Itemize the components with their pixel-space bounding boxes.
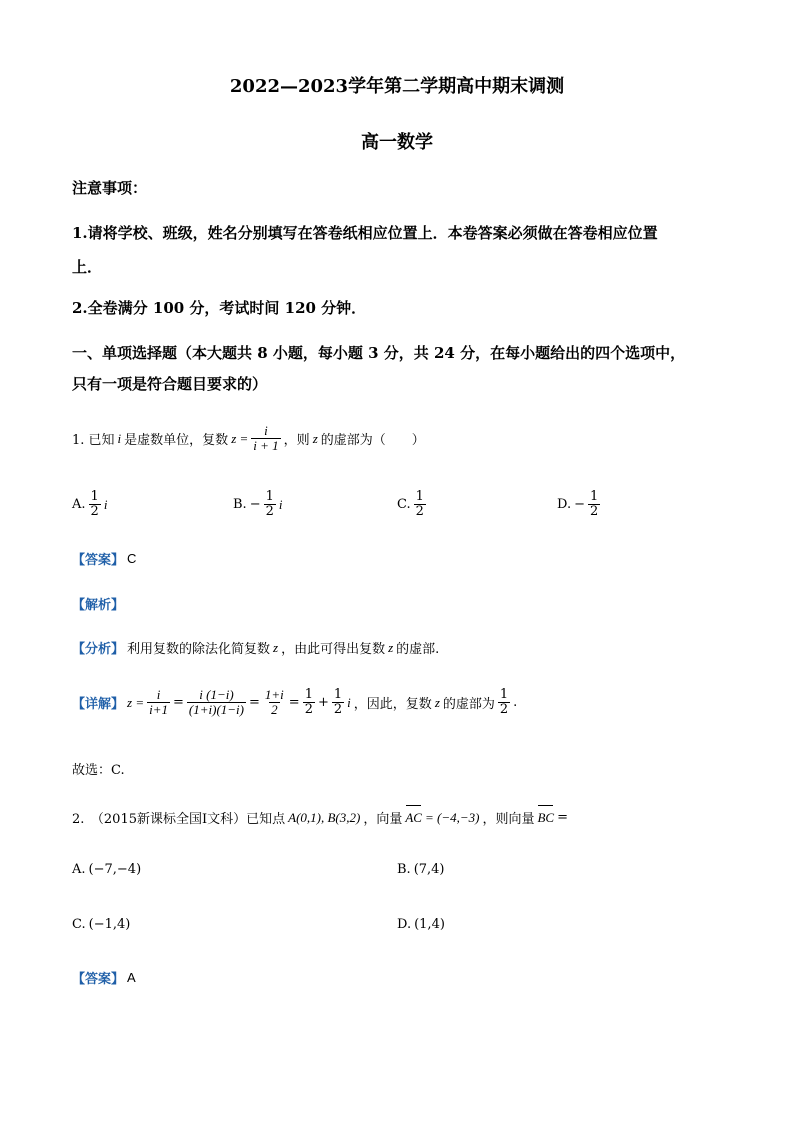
option-value: (1,4) [414,917,445,932]
q1-option-a [72,490,107,520]
answer-value: C [127,551,137,566]
detail-eq: = [173,695,184,711]
frac-den: 2 [304,702,313,718]
q2-eq2: = [557,810,568,825]
q2-option-b [397,862,445,877]
q1-fenxi [72,638,439,657]
option-tail: i [278,496,283,512]
frac-num: i (1−i) [199,687,234,702]
detail-fraction [498,688,510,718]
q2-option-d [397,917,445,932]
frac-num: 1 [304,687,313,702]
option-value: (−7,−4) [88,862,142,877]
q1-suffix-a: ，则 [283,433,310,449]
option-fraction [414,490,426,520]
answer-tag: 【答案】 [72,972,125,987]
fenxi-tag: 【分析】 [72,642,125,657]
q2-option-c [72,917,130,932]
detail-fraction [332,688,344,718]
q1-conclusion: 故选：C. [72,763,125,778]
fenxi-text: 利用复数的除法化简复数 [127,642,271,657]
vector-arrow [406,805,421,809]
detail-z: z [434,694,440,710]
q1-fraction [251,424,280,454]
option-label: C. [72,917,86,932]
option-label: C. [397,497,411,513]
answer-value: A [127,970,136,985]
q1-mid: 是虚数单位，复数 [124,433,229,449]
option-tail: i [103,496,108,512]
option-label: A. [72,497,86,513]
option-value: (−1,4) [88,917,131,932]
q1-z: z [312,430,318,446]
subject-title: 高一数学 [361,132,433,153]
frac-den: 2 [590,504,599,520]
vector-label: BC [537,809,555,825]
detail-eq: = [249,695,260,711]
question-1-stem [72,424,425,454]
q1-prefix: 1. 已知 [72,433,115,449]
option-label: B. [233,497,247,513]
frac-den: (1+i)(1−i) [188,702,244,718]
q2-mid: ，向量 [363,812,403,827]
q2-option-a [72,862,141,877]
vector-label: AC [405,809,422,825]
option-label: B. [397,862,411,877]
q2-answer [72,968,136,987]
detail-i: i [347,694,351,710]
q1-detail [72,688,517,718]
frac-num: i [156,687,161,702]
fenxi-text: ，由此可得出复数 [281,642,386,657]
analysis-tag: 【解析】 [72,598,125,613]
frac-num: 1 [90,489,99,504]
frac-num: 1 [499,687,509,702]
q1-answer [72,549,136,568]
frac-num: 1+i [264,687,284,702]
notice-item-1: 1.请将学校、班级，姓名分别填写在答卷纸相应位置上．本卷答案必须做在答卷相应位置 [72,224,658,242]
q1-i: i [117,430,122,446]
q2-eq1: = (−4,−3) [424,809,480,825]
frac-den: 2 [333,702,343,718]
detail-fraction [187,688,246,718]
q1-option-d [557,490,600,520]
vector-arrow [538,805,553,809]
frac-den: 2 [90,504,99,520]
exam-title: 2022—2023学年第二学期高中期末调测 [229,76,565,97]
frac-den: 2 [271,702,278,718]
q1-frac-num: i [264,423,268,438]
q1-frac-den: i + 1 [253,438,279,454]
q1-formula-z: z = [231,430,249,446]
detail-text: 的虚部为 [442,697,495,713]
frac-num: 1 [415,489,424,504]
detail-eq: = [288,695,300,711]
fenxi-z: z [273,639,279,655]
option-label: A. [72,862,86,877]
detail-end: . [513,695,518,711]
notice-item-1-cont: 上． [72,258,103,276]
q1-option-b [233,490,283,520]
detail-text: ，因此，复数 [353,697,432,713]
notice-item-2: 2.全卷满分 100 分，考试时间 120 分钟． [72,299,367,317]
option-label: D. [557,497,572,513]
q1-option-c [397,490,426,520]
q2-mid2: ，则向量 [482,812,535,827]
detail-tag: 【详解】 [72,697,125,713]
detail-fraction [147,688,170,718]
answer-tag: 【答案】 [72,553,125,568]
frac-num: 1 [265,489,274,504]
fenxi-z: z [388,639,394,655]
q2-points: A(0,1), B(3,2) [288,809,361,825]
q1-analysis-tag [72,594,124,613]
section-heading-cont: 只有一项是符合题目要求的） [72,375,268,393]
frac-den: 2 [415,504,424,520]
option-label: D. [397,917,412,932]
frac-den: 2 [499,702,509,718]
option-fraction [264,490,276,520]
detail-z: z = [127,694,145,710]
frac-den: 2 [265,504,274,520]
option-sign: − [249,497,261,513]
frac-den: i+1 [149,702,168,718]
option-fraction [89,490,101,520]
option-fraction [588,490,600,520]
q1-suffix-b: 的虚部为（ ） [320,433,425,449]
section-heading: 一、单项选择题（本大题共 8 小题，每小题 3 分，共 24 分，在每小题给出的四个选项中， [72,344,686,362]
fenxi-text: 的虚部. [396,642,440,657]
detail-plus: + [317,695,329,711]
option-value: (7,4) [413,862,445,877]
q2-prefix: 2. （2015新课标全国Ⅰ文科）已知点 [72,812,286,827]
frac-num: 1 [333,687,343,702]
question-2-stem [72,808,568,827]
option-sign: − [574,497,585,513]
frac-num: 1 [590,489,599,504]
detail-fraction [303,688,315,718]
detail-fraction [263,688,286,718]
q2-vector-bc [537,810,554,826]
q2-vector-ac [405,810,422,826]
notice-heading: 注意事项： [72,179,148,197]
